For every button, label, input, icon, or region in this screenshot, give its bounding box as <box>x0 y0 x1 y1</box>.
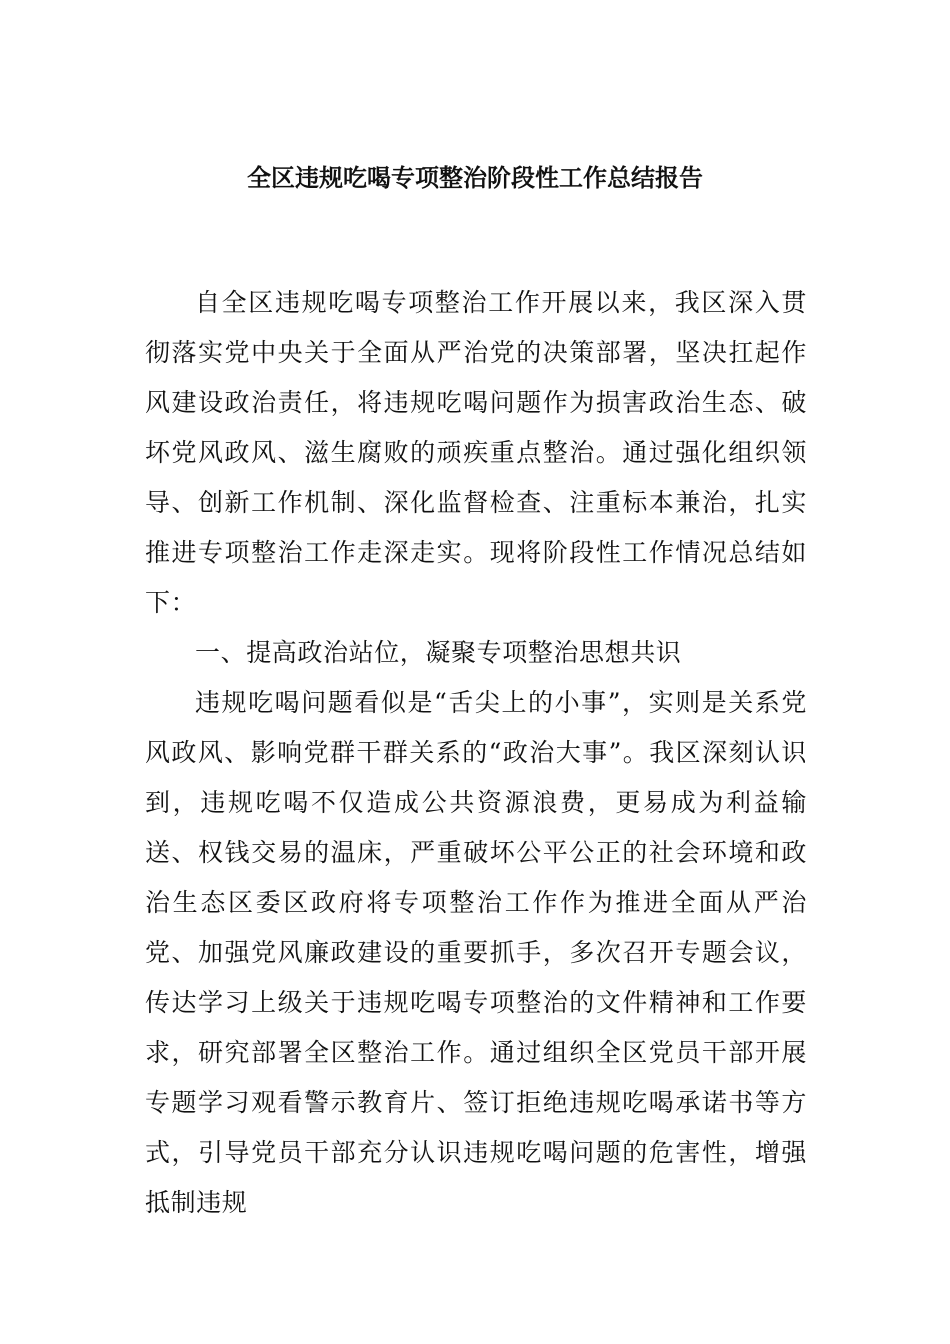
section-1-paragraph: 违规吃喝问题看似是“舌尖上的小事”，实则是关系党风政风、影响党群干群关系的“政治大事”。我区深刻认识到，违规吃喝不仅造成公共资源浪费，更易成为利益输送、权钱交易的温床，严重破坏公平公正的社会环境和政治生态区委区政府将专项整治工作作为推进全面从严治党、加强党风廉政建设的重要抓手，多次召开专题会议，传达学习上级关于违规吃喝专项整治的文件精神和工作要求，研究部署全区整治工作。通过组织全区党员干部开展专题学习观看警示教育片、签订拒绝违规吃喝承诺书等方式，引导党员干部充分认识违规吃喝问题的危害性，增强抵制违规 <box>145 688 807 1217</box>
intro-paragraph: 自全区违规吃喝专项整治工作开展以来，我区深入贯彻落实党中央关于全面从严治党的决策部署，坚决扛起作风建设政治责任，将违规吃喝问题作为损害政治生态、破坏党风政风、滋生腐败的顽疾重点整治。通过强化组织领导、创新工作机制、深化监督检查、注重标本兼治，扎实推进专项整治工作走深走实。现将阶段性工作情况总结如下： <box>145 288 807 617</box>
document-body <box>145 278 807 1228</box>
document-title: 全区违规吃喝专项整治阶段性工作总结报告 <box>247 164 703 192</box>
section-heading-1: 一、提高政治站位，凝聚专项整治思想共识 <box>195 638 682 667</box>
